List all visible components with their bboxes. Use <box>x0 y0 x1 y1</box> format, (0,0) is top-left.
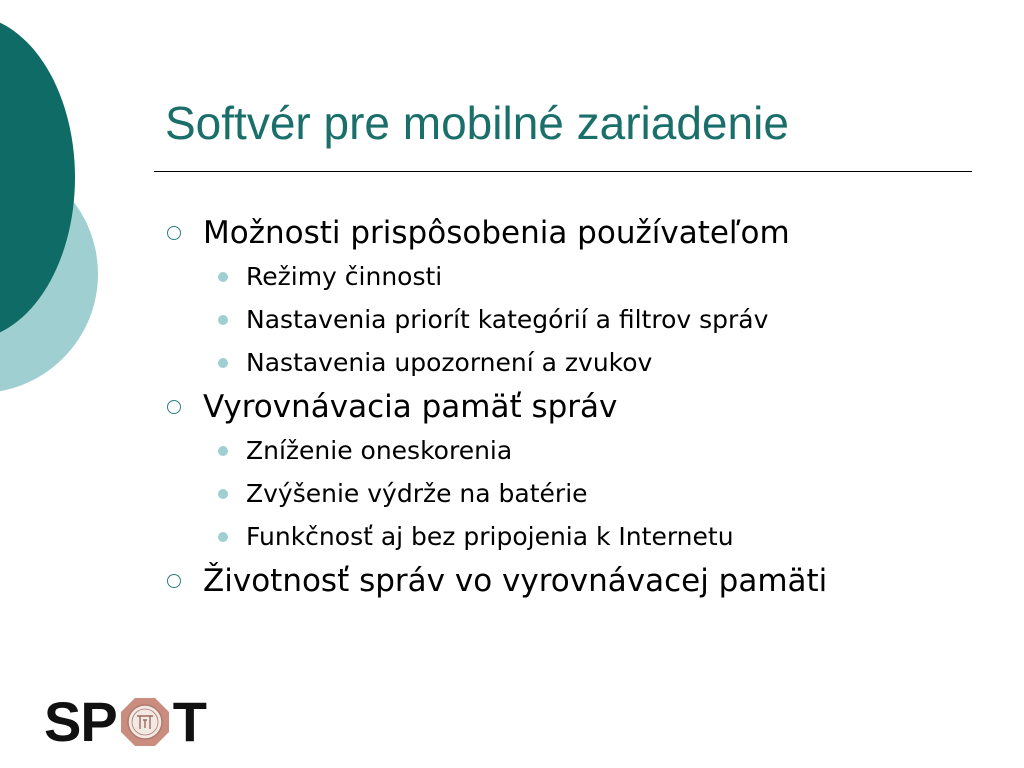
sub-bullet-item <box>165 255 965 298</box>
sub-bullet-item <box>165 472 965 515</box>
sub-bullet-item <box>165 515 965 558</box>
sub-bullet-item <box>165 298 965 341</box>
sub-bullet-item <box>165 429 965 472</box>
dot-bullet-icon <box>218 489 228 499</box>
sub-bullet-text: Funkčnosť aj bez pripojenia k Internetu <box>246 522 734 551</box>
sub-bullet-text: Nastavenia priorít kategórií a filtrov správ <box>246 305 769 334</box>
sub-bullet-text: Nastavenia upozornení a zvukov <box>246 348 653 377</box>
hollow-circle-bullet-icon <box>167 574 181 588</box>
sub-bullet-item <box>165 341 965 384</box>
dot-bullet-icon <box>218 532 228 542</box>
sub-bullet-text: Zníženie oneskorenia <box>246 436 513 465</box>
sub-bullet-text: Zvýšenie výdrže na batérie <box>246 479 588 508</box>
bullet-list <box>165 210 965 603</box>
logo-suffix: T <box>172 690 206 753</box>
sub-bullet-list <box>165 429 965 558</box>
dot-bullet-icon <box>218 272 228 282</box>
bullet-group <box>165 558 965 603</box>
sub-bullet-list <box>165 255 965 384</box>
dot-bullet-icon <box>218 358 228 368</box>
spot-logo <box>44 690 206 753</box>
bullet-group <box>165 384 965 558</box>
dot-bullet-icon <box>218 446 228 456</box>
hollow-circle-bullet-icon <box>167 226 181 240</box>
bullet-text: Vyrovnávacia pamäť správ <box>203 388 618 425</box>
dot-bullet-icon <box>218 315 228 325</box>
bullet-item <box>165 210 965 255</box>
octagon-seal-icon <box>119 696 171 748</box>
slide-title: Softvér pre mobilné zariadenie <box>165 97 789 149</box>
title-divider <box>154 171 972 172</box>
bullet-item <box>165 558 965 603</box>
logo-prefix: SP <box>44 690 117 753</box>
sub-bullet-text: Režimy činnosti <box>246 262 443 291</box>
bullet-group <box>165 210 965 384</box>
bullet-item <box>165 384 965 429</box>
hollow-circle-bullet-icon <box>167 400 181 414</box>
bullet-text: Možnosti prispôsobenia používateľom <box>203 214 790 251</box>
bullet-text: Životnosť správ vo vyrovnávacej pamäti <box>203 562 828 599</box>
